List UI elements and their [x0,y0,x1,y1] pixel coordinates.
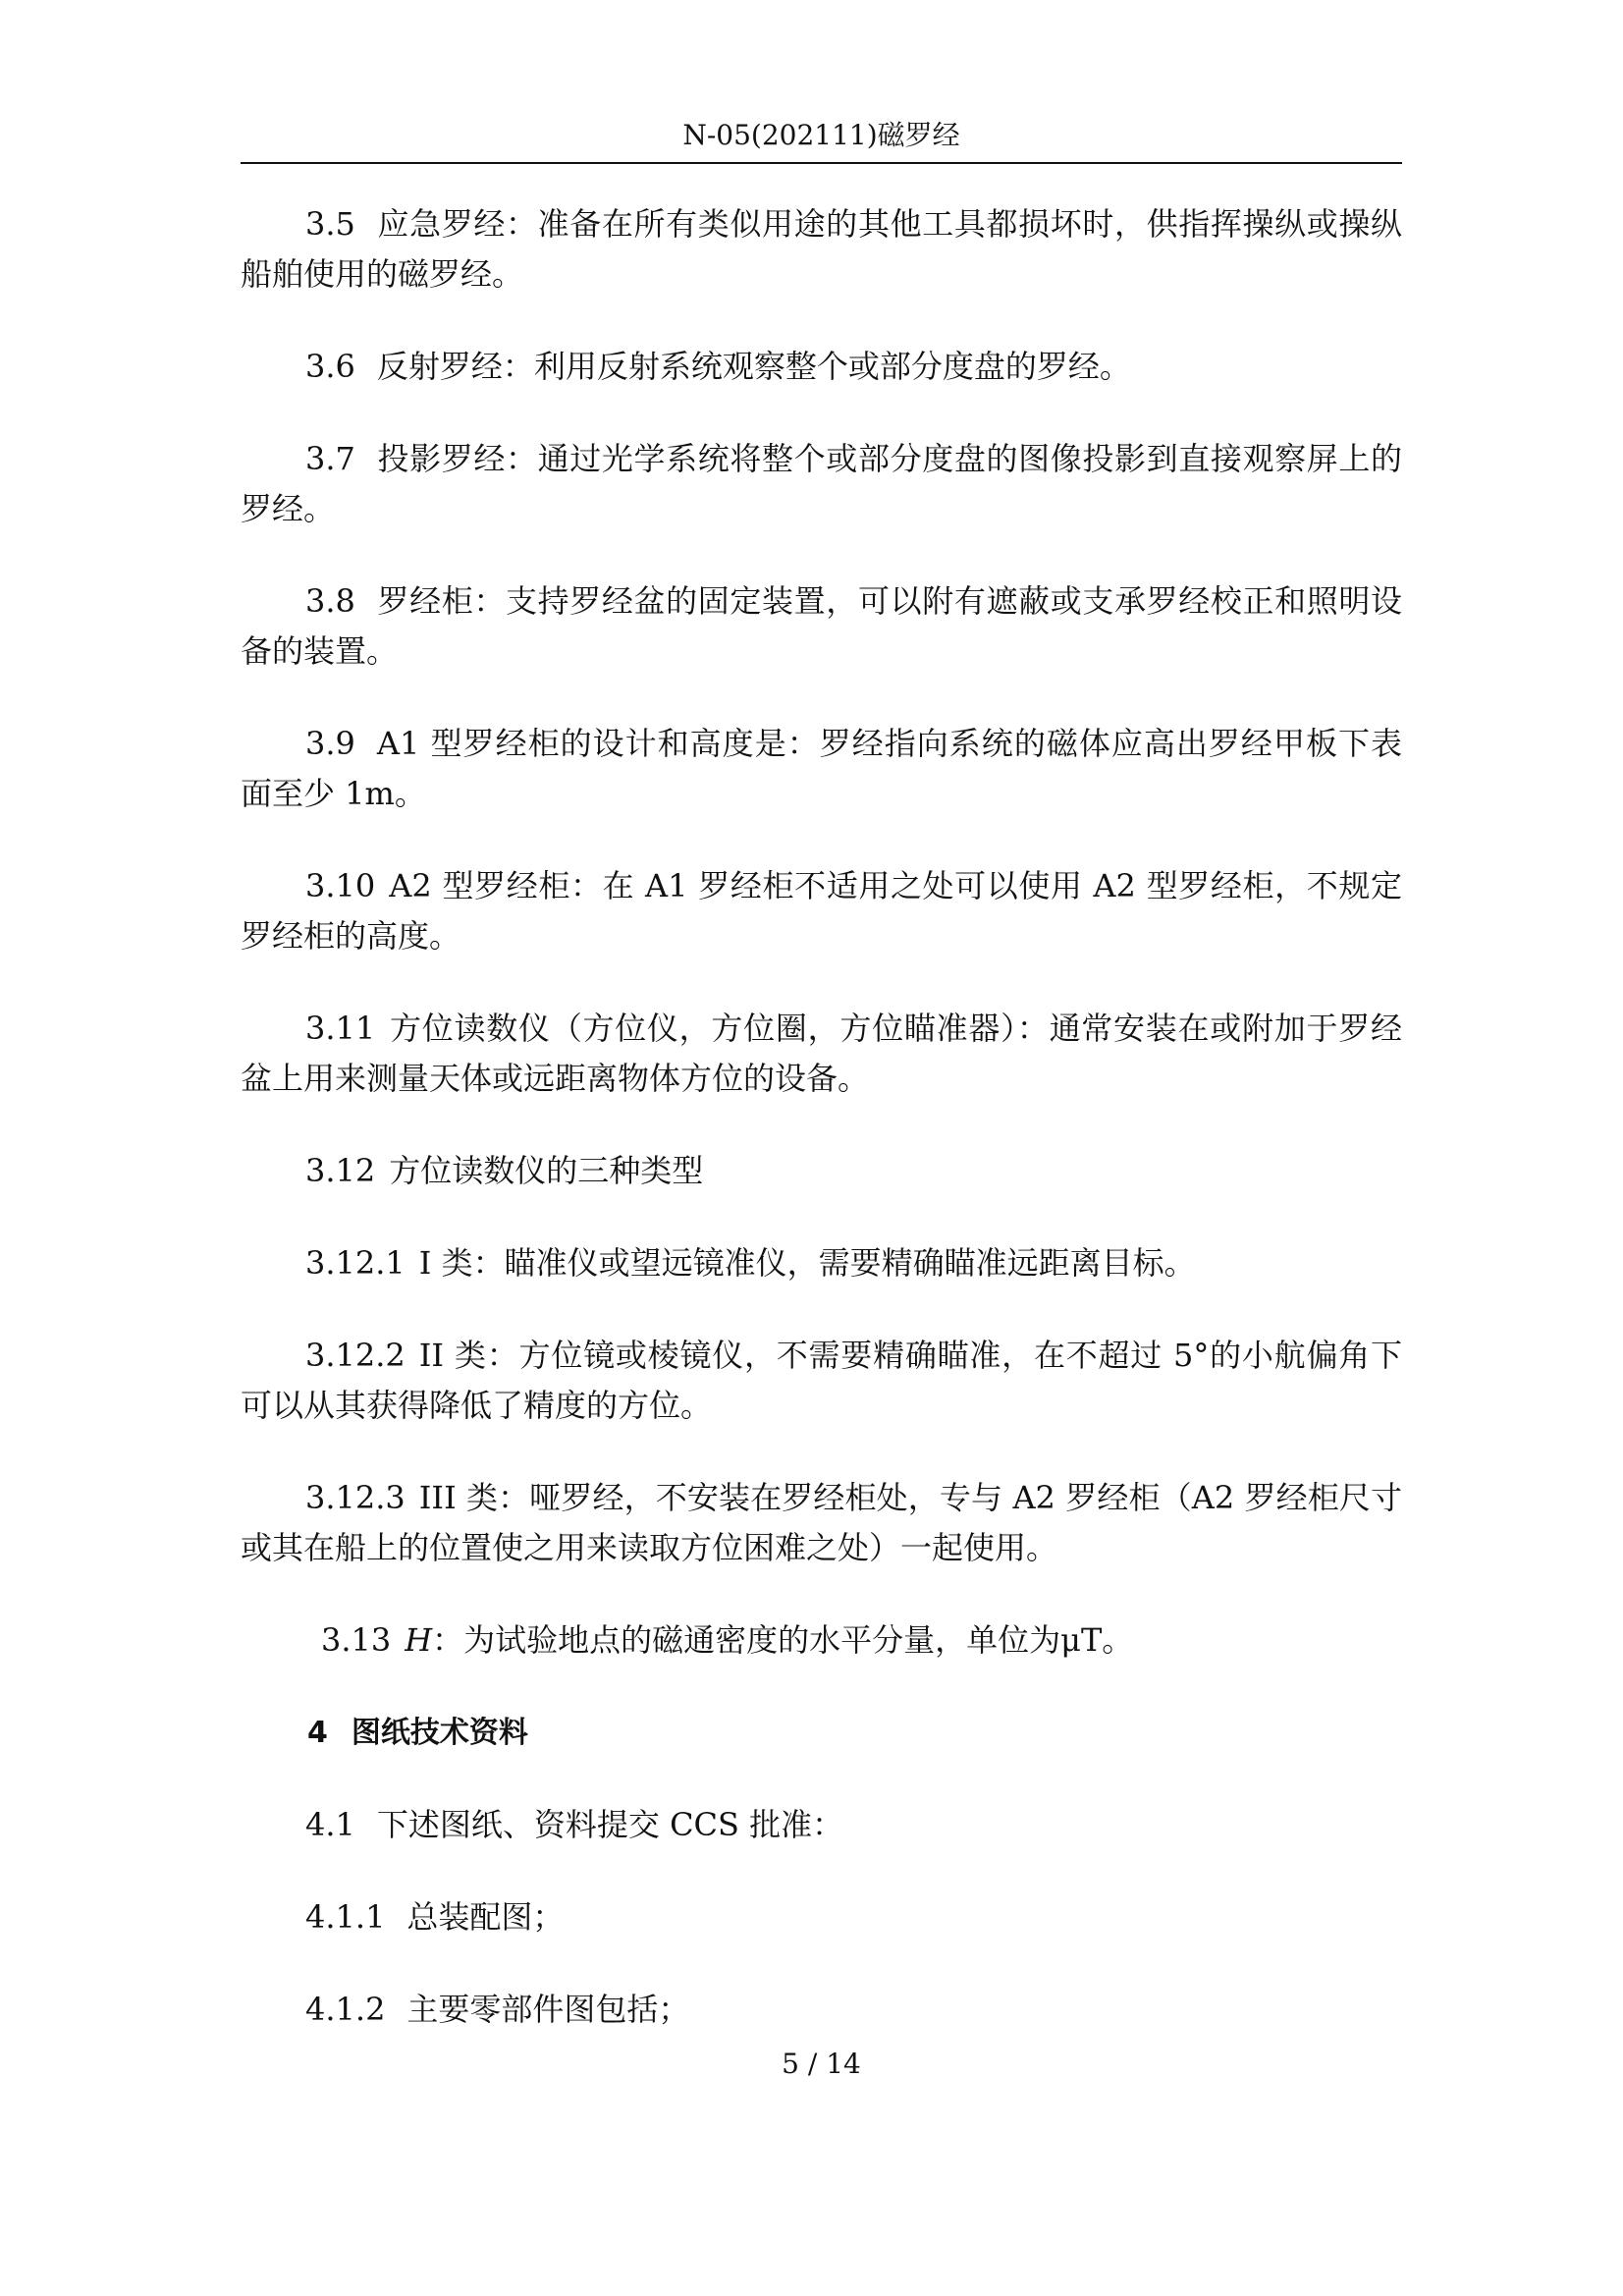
paragraph-3-11 [241,1004,1402,1104]
clause-text: III 类：哑罗经，不安装在罗经柜处，专与 A2 罗经柜（A2 罗经柜尺寸或其在船上的位置使之用来读取方位困难之处）一起使用。 [241,1479,1402,1566]
header-rule [241,162,1402,164]
paragraph-3-10 [241,861,1402,961]
paragraph-4-1 [241,1800,1402,1850]
clause-number: 3.9 [305,725,355,762]
clause-number: 3.11 [305,1010,376,1047]
paragraph-3-12 [241,1146,1402,1196]
paragraph-3-12-2 [241,1331,1402,1431]
clause-number: 4.1 [305,1806,355,1843]
clause-text: A1 型罗经柜的设计和高度是：罗经指向系统的磁体应高出罗经甲板下表面至少 1m。 [241,725,1402,812]
paragraph-3-13 [241,1615,1402,1666]
clause-text: 主要零部件图包括； [406,1991,690,2028]
clause-number: 3.13 [321,1621,392,1659]
clause-number: 4.1.1 [305,1898,386,1936]
paragraph-3-6 [241,342,1402,392]
paragraph-3-5 [241,199,1402,300]
clause-text: 应急罗经：准备在所有类似用途的其他工具都损坏时，供指挥操纵或操纵船舶使用的磁罗经。 [241,205,1402,293]
clause-number: 3.7 [305,440,355,477]
clause-number: 3.12 [305,1152,376,1189]
clause-number: 3.5 [305,205,355,243]
clause-number: 3.12.3 [305,1479,406,1516]
paragraph-3-8 [241,576,1402,677]
clause-number: 3.8 [305,582,355,620]
variable-h: H [405,1621,433,1659]
clause-text: 方位读数仪的三种类型 [389,1152,704,1189]
paragraph-3-12-1 [241,1238,1402,1288]
paragraph-3-7 [241,434,1402,534]
paragraph-4-1-2 [241,1985,1402,2035]
clause-text: 反射罗经：利用反射系统观察整个或部分度盘的罗经。 [376,348,1131,385]
clause-number: 3.12.1 [305,1244,406,1282]
clause-number: 4.1.2 [305,1991,386,2028]
page-body [241,199,1402,2035]
section-title: 图纸技术资料 [351,1716,528,1750]
page-number: 5 / 14 [782,2048,861,2080]
clause-text: 总装配图； [406,1898,565,1936]
clause-text: 投影罗经：通过光学系统将整个或部分度盘的图像投影到直接观察屏上的罗经。 [241,440,1402,527]
clause-text: ：为试验地点的磁通密度的水平分量，单位为μT。 [432,1621,1134,1659]
section-heading-4 [241,1708,1402,1758]
clause-text: 下述图纸、资料提交 CCS 批准： [376,1806,844,1843]
page-header: N-05(202111)磁罗经 [682,119,960,151]
section-number: 4 [307,1716,328,1750]
clause-text: A2 型罗经柜：在 A1 罗经柜不适用之处可以使用 A2 型罗经柜，不规定罗经柜的高度。 [241,867,1402,955]
clause-number: 3.10 [305,867,376,904]
clause-text: II 类：方位镜或棱镜仪，不需要精确瞄准，在不超过 5°的小航偏角下可以从其获得降低了精度的方位。 [241,1337,1402,1424]
clause-text: I 类：瞄准仪或望远镜准仪，需要精确瞄准远距离目标。 [418,1244,1196,1282]
clause-number: 3.6 [305,348,355,385]
paragraph-4-1-1 [241,1892,1402,1942]
clause-text: 方位读数仪（方位仪，方位圈，方位瞄准器）：通常安装在或附加于罗经盆上用来测量天体或远距离物体方位的设备。 [241,1010,1402,1097]
clause-number: 3.12.2 [305,1337,406,1374]
paragraph-3-9 [241,719,1402,819]
clause-text: 罗经柜：支持罗经盆的固定装置，可以附有遮蔽或支承罗经校正和照明设备的装置。 [241,582,1402,670]
paragraph-3-12-3 [241,1473,1402,1573]
